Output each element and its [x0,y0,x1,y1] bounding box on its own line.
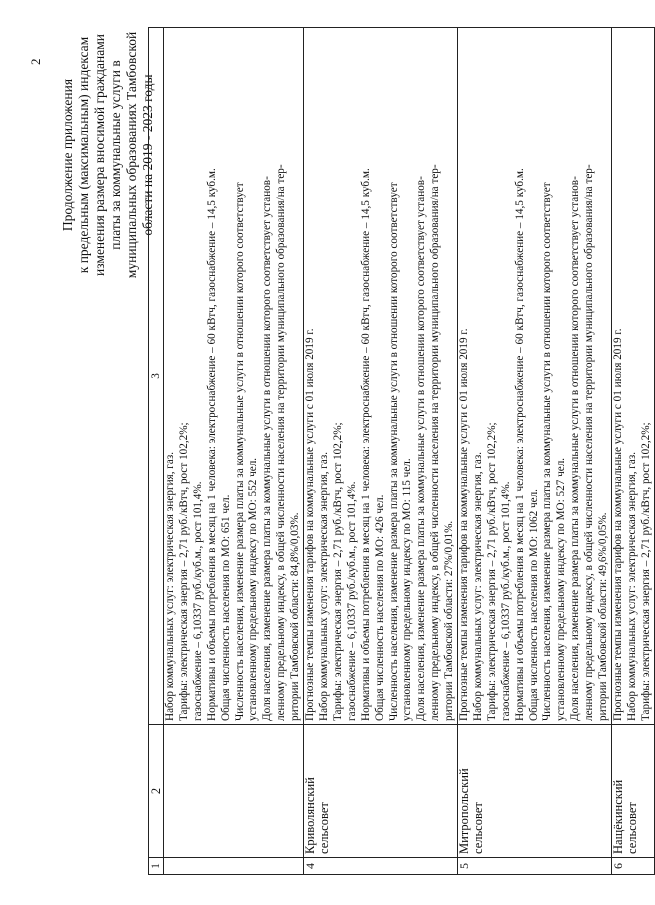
page-number: 2 [28,58,43,65]
municipality-name: Митропольский сельсовет [458,725,612,858]
detail-line: Тарифы: электрическая энергия – 2,71 руб./кВтч, рост 102,2%; [485,422,498,721]
detail-line: ленному предельному индексу, в общей численности населения на территории муниципального образования/на тер- [583,164,596,721]
detail-line: Тарифы: электрическая энергия – 2,71 руб./кВтч, рост 102,2%; [639,422,652,721]
detail-line: Набор коммунальных услуг: электрическая энергия, газ. [317,451,330,721]
column-header-details: 3 [149,28,164,725]
detail-line: установленному предельному индексу по МО: 552 чел. [247,457,260,721]
detail-line: Нормативы и объемы потребления в месяц на 1 человека: электроснабжение – 60 кВтч, газоснабжение – 14,5 куб.м. [205,168,218,721]
detail-line: газоснабжение – 6,10337 руб./куб.м., рост 101,4%. [191,481,204,721]
table-row [612,28,655,875]
detail-line: Набор коммунальных услуг: электрическая энергия, газ. [625,451,638,721]
tariff-table [148,27,655,875]
column-header-number: 1 [149,858,164,875]
table-header-row [149,28,164,875]
detail-line: Общая численность населения по МО: 651 чел. [219,494,232,721]
detail-line: Прогнозные темпы изменения тарифов на коммунальные услуги с 01 июля 2019 г. [458,328,471,721]
detail-line: Тарифы: электрическая энергия – 2,71 руб./кВтч, рост 102,2%; [177,422,190,721]
detail-line: Численность населения, изменение размера платы за коммунальные услуги в отношении которого соответствует [541,182,554,721]
detail-line: Прогнозные темпы изменения тарифов на коммунальные услуги с 01 июля 2019 г. [612,328,624,721]
detail-line: Нормативы и объемы потребления в месяц на 1 человека: электроснабжение – 60 кВтч, газоснабжение – 14,5 куб.м. [513,168,526,721]
heading-line: платы за коммунальные услуги в [108,60,123,250]
detail-line: Общая численность населения по МО: 426 чел. [373,494,386,721]
detail-line: ритории Тамбовской области: 27%/0,01%. [443,520,456,721]
detail-line: ритории Тамбовской области: 49,6%/0,05%. [597,512,610,721]
detail-line: Нормативы и объемы потребления в месяц на 1 человека: электроснабжение – 60 кВтч, газоснабжение – 14,5 куб.м. [359,168,372,721]
detail-line: Тарифы: электрическая энергия – 2,71 руб./кВтч, рост 102,2%; [331,422,344,721]
row-number [164,858,304,875]
municipality-name: Криволянский сельсовет [304,725,458,858]
detail-line: газоснабжение – 6,10337 руб./куб.м., рост 101,4%. [499,481,512,721]
column-header-municipality: 2 [149,725,164,858]
detail-line: Численность населения, изменение размера платы за коммунальные услуги в отношении которого соответствует [387,182,400,721]
appendix-heading [60,0,156,415]
detail-line: Доля населения, изменение размера платы за коммунальные услуги в отношении которого соответствует установ- [569,176,582,721]
table-row [304,28,458,875]
detail-line: ритории Тамбовской области: 84,8%/0,03%. [289,512,302,721]
detail-line: Набор коммунальных услуг: электрическая энергия, газ. [164,451,176,721]
detail-line: газоснабжение – 6,10337 руб./куб.м., рост 101,4%. [345,481,358,721]
row-number: 4 [304,858,458,875]
heading-line: области на 2019 - 2023 годы [140,74,155,236]
table-row [164,28,304,875]
tariff-details [458,28,612,725]
heading-line: Продолжение приложения [60,78,75,232]
detail-line: Численность населения, изменение размера платы за коммунальные услуги в отношении которого соответствует [233,182,246,721]
tariff-details [164,28,304,725]
detail-line: ленному предельному индексу, в общей численности населения на территории муниципального образования/на тер- [275,164,288,721]
row-number: 5 [458,858,612,875]
detail-line: Набор коммунальных услуг: электрическая энергия, газ. [471,451,484,721]
heading-line: муниципальных образованиях Тамбовской [124,31,139,279]
detail-line: установленному предельному индексу по МО: 527 чел. [555,457,568,721]
municipality-name: Нащёкинский сельсовет [612,725,655,858]
municipality-name [164,725,304,858]
detail-line: Доля населения, изменение размера платы за коммунальные услуги в отношении которого соответствует установ- [261,176,274,721]
detail-line: установленному предельному индексу по МО: 115 чел. [401,458,414,721]
detail-line: Доля населения, изменение размера платы за коммунальные услуги в отношении которого соответствует установ- [415,176,428,721]
detail-line: Прогнозные темпы изменения тарифов на коммунальные услуги с 01 июля 2019 г. [304,328,317,721]
row-number: 6 [612,858,655,875]
table-row [458,28,612,875]
tariff-details [304,28,458,725]
tariff-details [612,28,655,725]
heading-line: к предельным (максимальным) индексам [76,36,91,274]
detail-line: ленному предельному индексу, в общей численности населения на территории муниципального образования/на тер- [429,164,442,721]
detail-line: Общая численность населения по МО: 1062 чел. [527,489,540,721]
heading-line: изменения размера вносимой гражданами [92,34,107,276]
